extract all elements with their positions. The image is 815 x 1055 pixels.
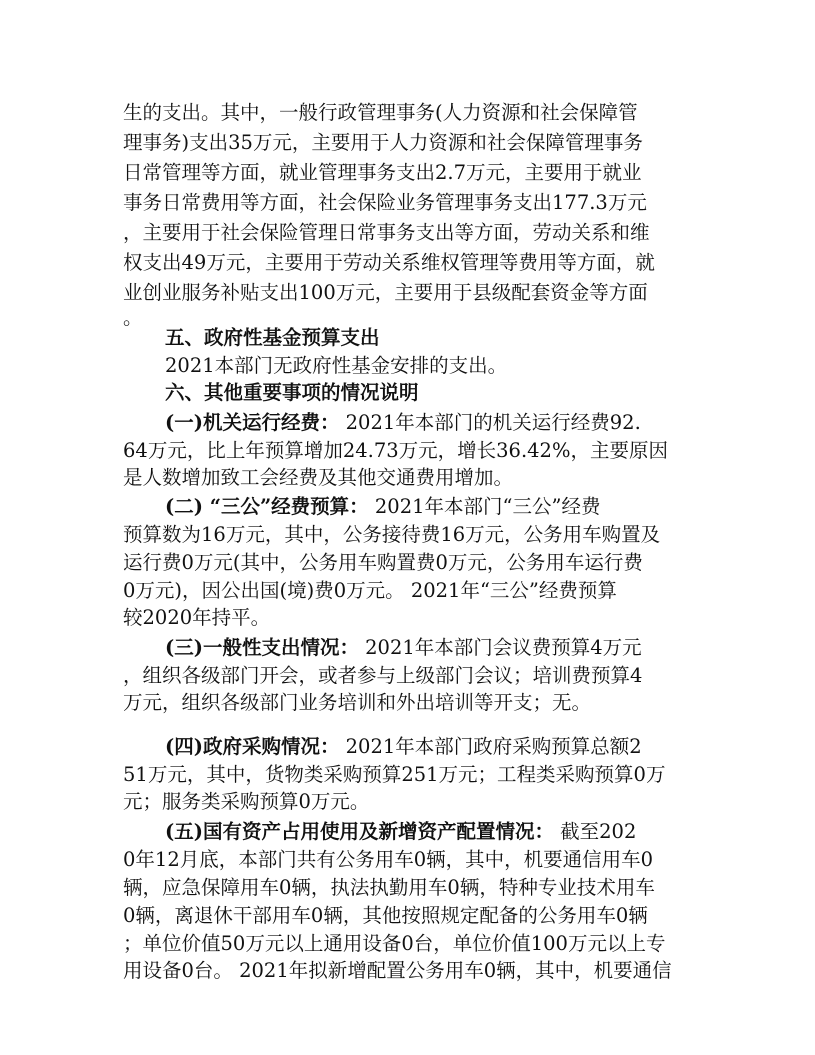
subsection-text: 2021年本部门政府采购预算总额2 [339, 735, 642, 758]
body-line: 事务日常费用等方面，社会保险业务管理事务支出177.3万元 [123, 191, 647, 214]
subsection-heading: (三)一般性支出情况： [165, 636, 359, 659]
body-line: 0万元)，因公出国(境)费0万元。 2021年“三公”经费预算 [123, 579, 617, 602]
body-line: 元；服务类采购预算0万元。 [123, 790, 370, 813]
subsection-line [165, 634, 705, 662]
body-line: 用设备0台。 2021年拟新增配置公务用车0辆，其中，机要通信 [123, 959, 672, 982]
body-line: 业创业服务补贴支出100万元，主要用于县级配套资金等方面 [123, 281, 648, 304]
body-line: 预算数为16万元，其中，公务接待费16万元，公务用车购置及 [123, 523, 661, 546]
body-line: 生的支出。其中，一般行政管理事务(人力资源和社会保障管 [123, 101, 638, 124]
subsection-heading: (二) “三公”经费预算： [165, 495, 369, 518]
subsection-heading: (五)国有资产占用使用及新增资产配置情况： [165, 820, 554, 843]
body-line: 2021本部门无政府性基金安排的支出。 [165, 354, 508, 377]
body-line: 日常管理等方面，就业管理事务支出2.7万元，主要用于就业 [123, 161, 642, 184]
subsection-text: 2021年本部门的机关运行经费92. [339, 411, 641, 434]
subsection-text: 2021年本部门“三公”经费 [368, 495, 601, 518]
body-line: ，主要用于社会保险管理日常事务支出等方面，劳动关系和维 [123, 221, 650, 244]
body-line: 。 [123, 306, 143, 329]
body-line: ，组织各级部门开会，或者参与上级部门会议；培训费预算4 [123, 664, 643, 687]
subsection-line [165, 493, 705, 521]
body-line: 权支出49万元，主要用于劳动关系维权管理等费用等方面，就 [123, 251, 655, 274]
body-line: 万元，组织各级部门业务培训和外出培训等开支；无。 [123, 691, 592, 714]
body-line: 较2020年持平。 [123, 606, 271, 629]
subsection-text: 2021年本部门会议费预算4万元 [358, 636, 642, 659]
body-line: 51万元，其中，货物类采购预算251万元；工程类采购预算0万 [123, 763, 666, 786]
section-heading: 六、其他重要事项的情况说明 [165, 381, 419, 404]
body-line: 64万元，比上年预算增加24.73万元，增长36.42%，主要原因 [123, 439, 668, 462]
body-line: 运行费0万元(其中，公务用车购置费0万元，公务用车运行费 [123, 551, 643, 574]
subsection-heading: (四)政府采购情况： [165, 735, 340, 758]
subsection-line [165, 409, 705, 437]
subsection-line [165, 733, 705, 761]
body-line: 0年12月底，本部门共有公务用车0辆，其中，机要通信用车0 [123, 848, 654, 871]
body-line: 辆，应急保障用车0辆，执法执勤用车0辆，特种专业技术用车 [123, 876, 655, 899]
subsection-text: 截至202 [553, 820, 637, 843]
subsection-line [165, 818, 705, 846]
body-line: 0辆，离退休干部用车0辆，其他按照规定配备的公务用车0辆 [123, 904, 648, 927]
section-heading: 五、政府性基金预算支出 [165, 326, 380, 349]
subsection-heading: (一)机关运行经费： [165, 411, 340, 434]
body-line: 是人数增加致工会经费及其他交通费用增加。 [123, 466, 514, 489]
body-line: 理事务)支出35万元，主要用于人力资源和社会保障管理事务 [123, 131, 643, 154]
body-line: ；单位价值50万元以上通用设备0台，单位价值100万元以上专 [123, 932, 666, 955]
